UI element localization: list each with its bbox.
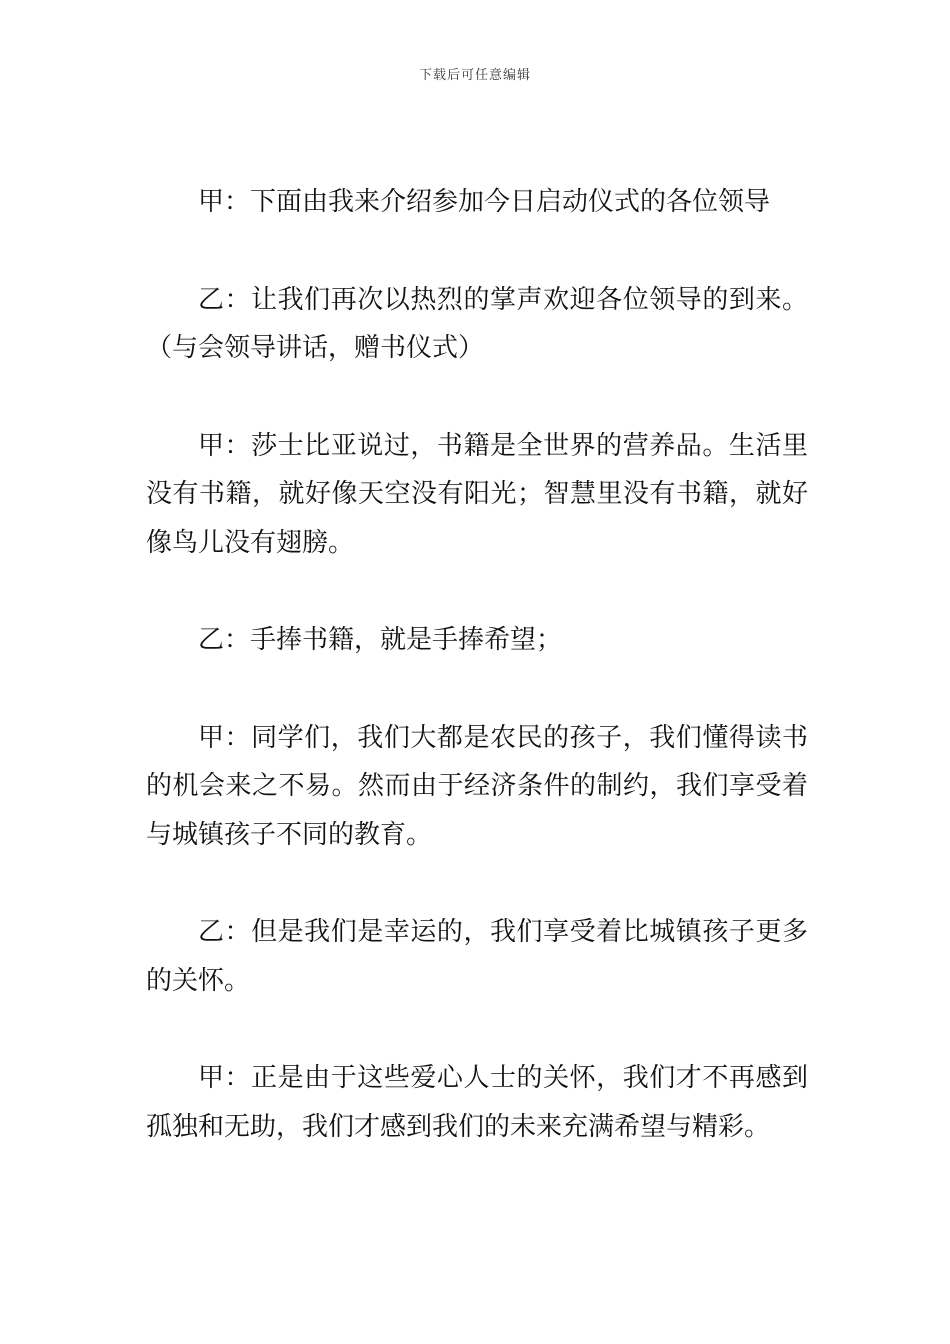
paragraph-6: 乙：但是我们是幸运的，我们享受着比城镇孩子更多的关怀。 [146, 917, 808, 996]
paragraph-3: 甲：莎士比亚说过，书籍是全世界的营养品。生活里没有书籍，就好像天空没有阳光；智慧里没有书籍，就好像鸟儿没有翅膀。 [146, 430, 808, 558]
paragraph-7: 甲：正是由于这些爱心人士的关怀，我们才不再感到孤独和无助，我们才感到我们的未来充满希望与精彩。 [146, 1063, 808, 1142]
paragraph-1: 甲：下面由我来介绍参加今日启动仪式的各位领导 [198, 187, 771, 217]
paragraph-5: 甲：同学们，我们大都是农民的孩子，我们懂得读书的机会来之不易。然而由于经济条件的制约，我们享受着与城镇孩子不同的教育。 [146, 722, 808, 850]
page-header: 下载后可任意编辑 [418, 68, 531, 83]
paragraph-4: 乙：手捧书籍，就是手捧希望； [198, 625, 563, 655]
paragraph-2: 乙：让我们再次以热烈的掌声欢迎各位领导的到来。（与会领导讲话，赠书仪式） [146, 284, 808, 363]
document-body [146, 178, 808, 1151]
